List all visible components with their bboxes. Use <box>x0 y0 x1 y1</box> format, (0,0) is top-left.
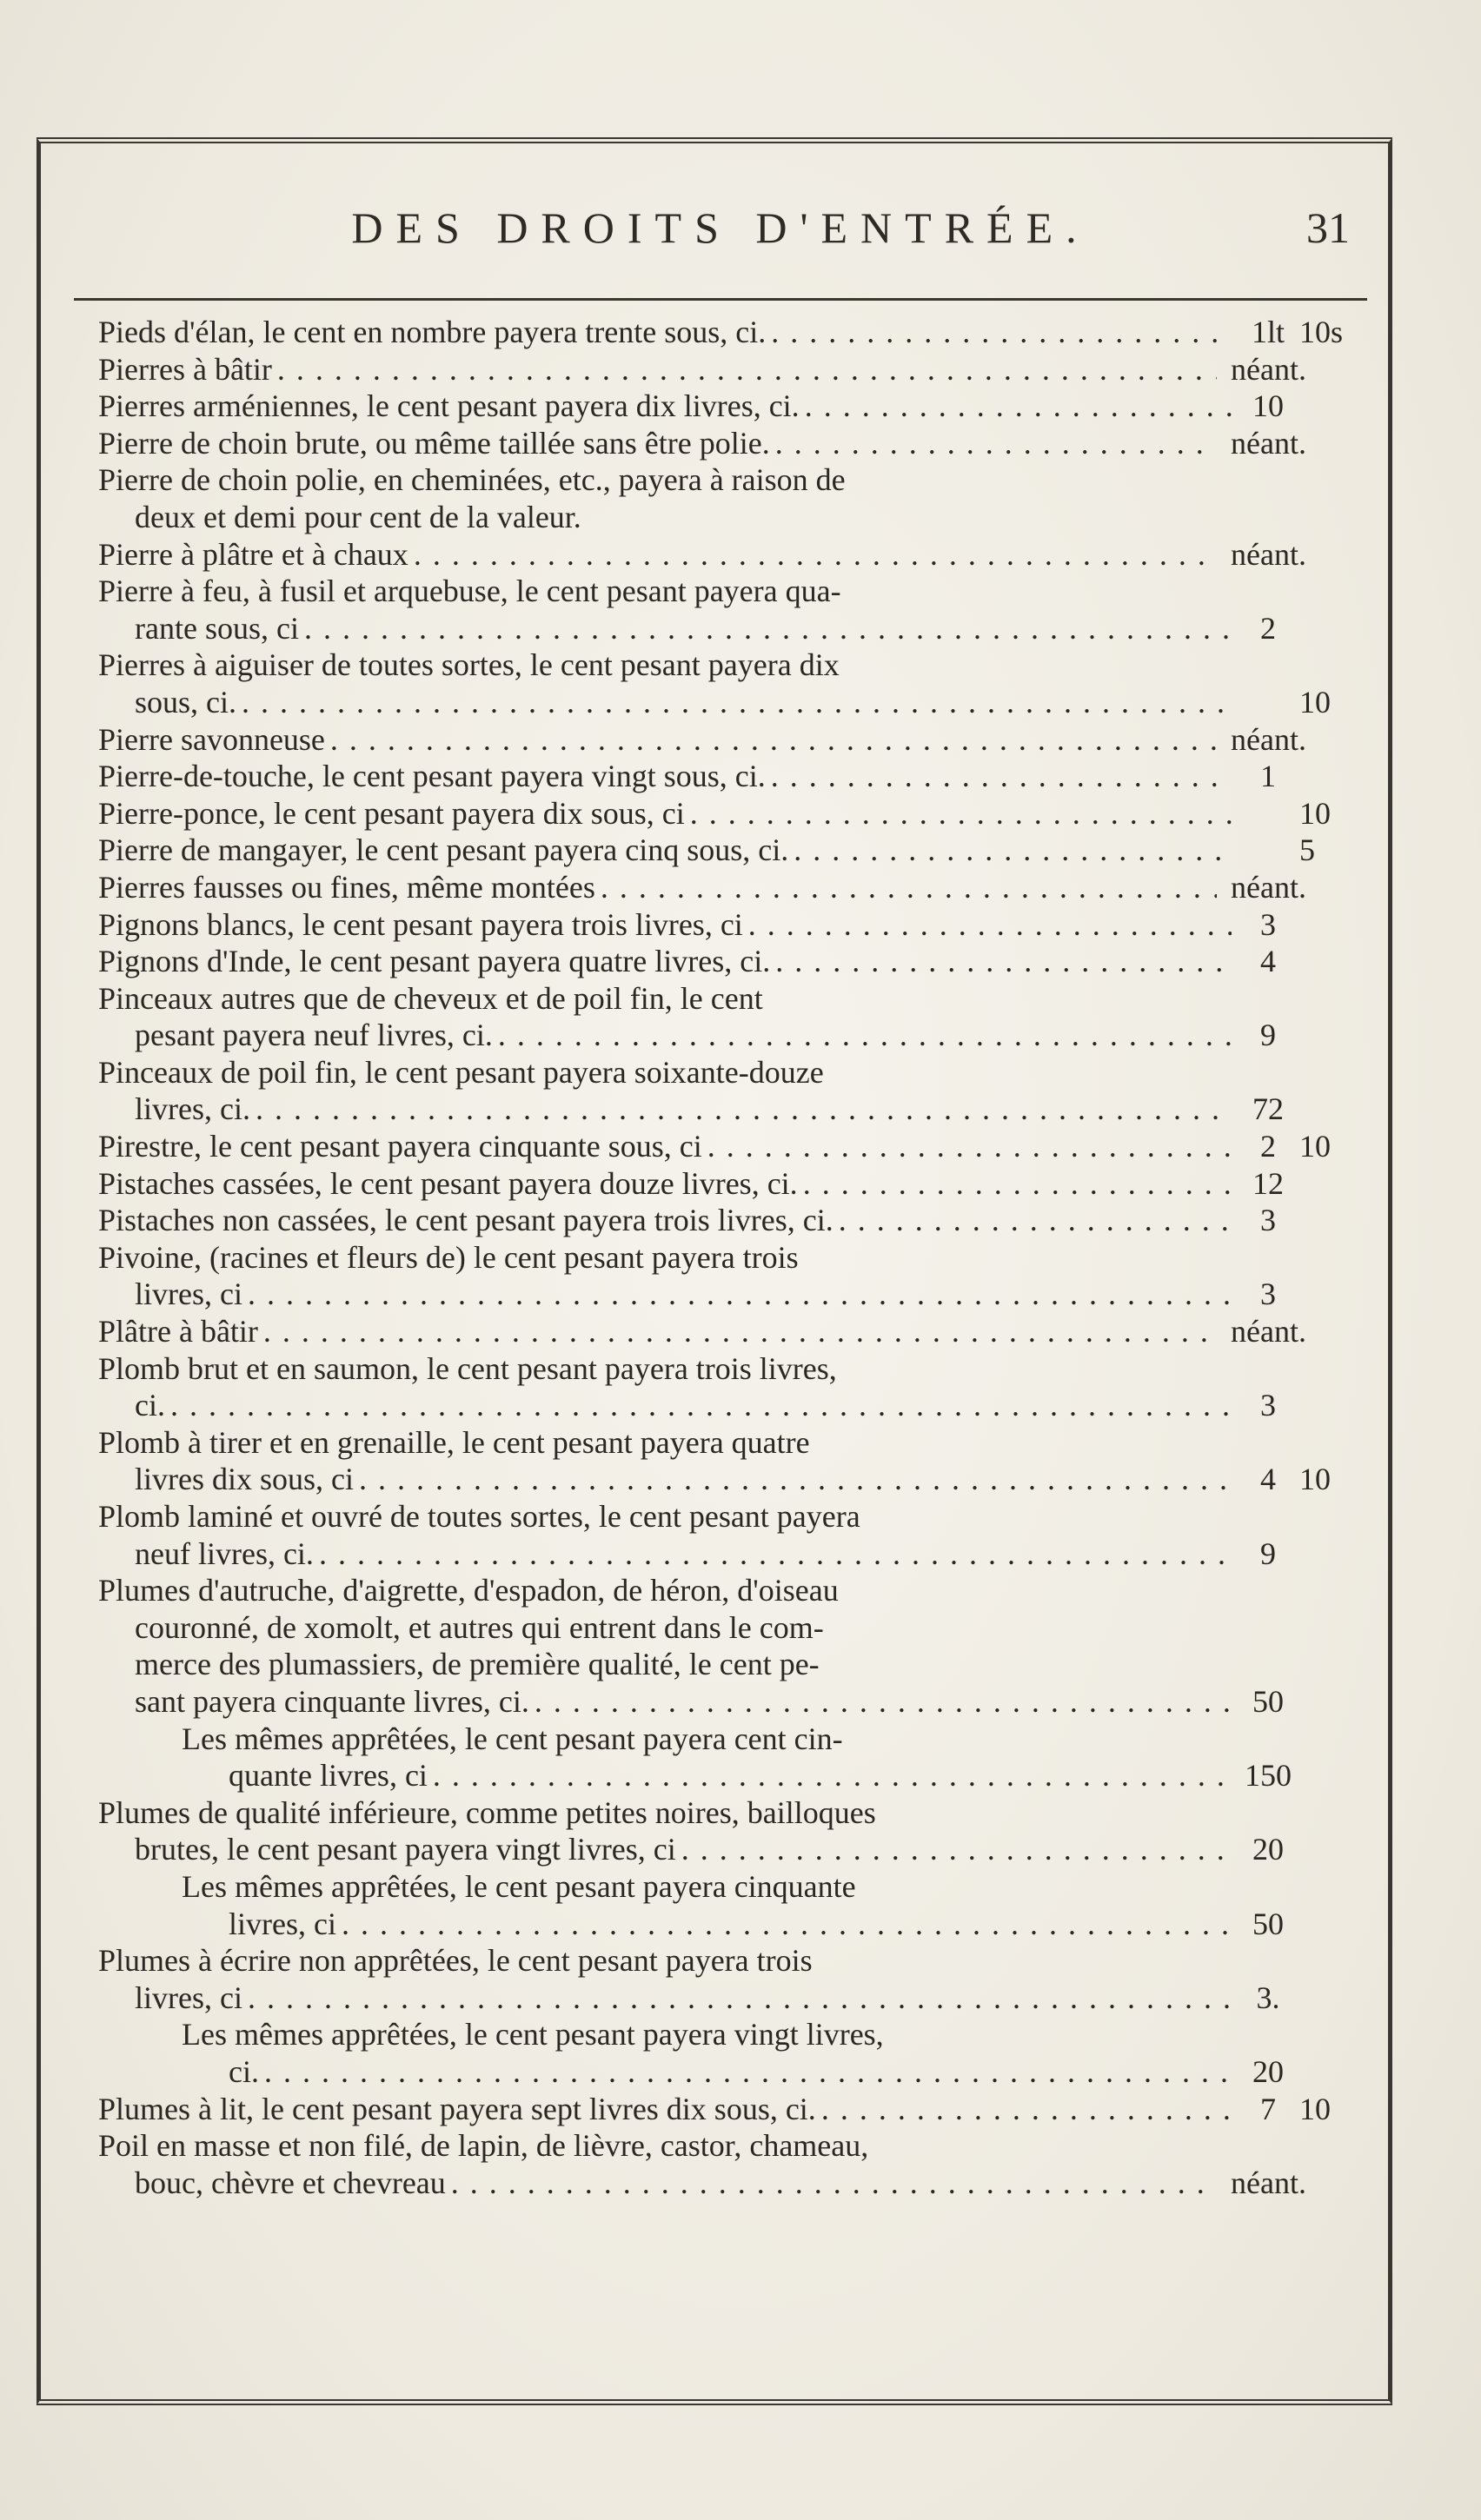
entry-text: Pinceaux de poil fin, le cent pesant payera soixante-douze <box>98 1054 824 1090</box>
entry-line <box>98 1868 1367 1906</box>
entry-amount <box>1237 1091 1367 1128</box>
tariff-entry <box>98 1239 1367 1313</box>
tariff-entry <box>98 906 1367 944</box>
entry-line <box>98 1831 1367 1868</box>
amount-livres: néant. <box>1231 2165 1306 2200</box>
amount-livres: 72 <box>1252 1091 1284 1127</box>
amount-livres: néant. <box>1231 536 1306 572</box>
tariff-entry <box>98 314 1367 351</box>
entry-amount <box>1237 943 1367 980</box>
tariff-entry <box>98 425 1367 462</box>
entry-text: pesant payera neuf livres, ci. <box>135 1018 493 1053</box>
entry-amount <box>1237 795 1367 832</box>
entry-line <box>98 499 1367 536</box>
tariff-entry <box>98 1202 1367 1239</box>
entry-text: Plumes à écrire non apprêtées, le cent pesant payera trois <box>98 1943 813 1979</box>
entry-text: Pivoine, (racines et fleurs de) le cent pesant payera trois <box>98 1239 799 1275</box>
entry-line <box>98 1942 1367 1980</box>
entry-amount <box>1237 1461 1367 1498</box>
entry-amount <box>1222 2165 1367 2202</box>
tariff-entry <box>98 1350 1367 1424</box>
leader-dots <box>498 1017 1232 1054</box>
tariff-entry <box>98 1165 1367 1203</box>
page-header <box>74 143 1367 301</box>
entry-text: Pierre-ponce, le cent pesant payera dix sous, ci <box>98 795 685 831</box>
entry-line <box>98 1646 1367 1683</box>
leader-dots <box>359 1461 1232 1498</box>
tariff-entry <box>98 536 1367 574</box>
leader-dots <box>601 869 1217 906</box>
leader-dots <box>771 758 1232 795</box>
amount-sous: 10 <box>1299 684 1331 720</box>
entry-text: Pierre de choin polie, en cheminées, etc., payera à raison de <box>98 462 846 498</box>
amount-livres: 3. <box>1256 1980 1280 2015</box>
tariff-entry <box>98 1498 1367 1572</box>
entry-text: livres, ci <box>135 1980 242 2015</box>
entry-line <box>98 684 1367 721</box>
entry-text: Pierres fausses ou fines, même montées <box>98 869 595 905</box>
amount-livres: néant. <box>1231 869 1306 905</box>
entry-text: rante sous, ci <box>135 610 299 646</box>
amount-livres: néant. <box>1231 351 1306 387</box>
leader-dots <box>681 1831 1232 1868</box>
entry-line <box>98 1906 1367 1943</box>
leader-dots <box>433 1757 1232 1794</box>
tariff-entry <box>98 2127 1367 2201</box>
amount-livres: 20 <box>1252 2053 1284 2089</box>
entry-line <box>98 461 1367 499</box>
entry-line <box>98 2053 1367 2091</box>
entry-text: Plumes de qualité inférieure, comme petites noires, bailloques <box>98 1794 876 1830</box>
entry-line <box>98 1313 1367 1350</box>
entry-text: Plâtre à bâtir <box>98 1314 258 1350</box>
entry-amount <box>1237 1535 1367 1573</box>
entry-line <box>98 869 1367 906</box>
leader-dots <box>342 1906 1232 1943</box>
entry-line <box>98 1757 1367 1794</box>
entry-text: merce des plumassiers, de première qualité, le cent pe- <box>135 1647 820 1682</box>
page-frame <box>37 137 1392 2405</box>
entry-line <box>98 1980 1367 2017</box>
amount-livres: 9 <box>1260 1535 1276 1571</box>
entry-line <box>98 1276 1367 1313</box>
leader-dots <box>451 2165 1217 2202</box>
amount-livres: 50 <box>1252 1906 1284 1941</box>
entry-amount <box>1237 1387 1367 1424</box>
entry-amount <box>1237 1276 1367 1313</box>
amount-livres: 1lt <box>1251 315 1285 349</box>
amount-livres: néant. <box>1231 721 1306 757</box>
entry-text: livres, ci <box>135 1277 242 1312</box>
entry-text: Pierre de mangayer, le cent pesant payera cinq sous, ci. <box>98 832 789 868</box>
entry-amount <box>1237 906 1367 944</box>
tariff-entry <box>98 1424 1367 1498</box>
entry-text: Pignons d'Inde, le cent pesant payera quatre livres, ci. <box>98 944 771 979</box>
entry-text: Pierre à plâtre et à chaux <box>98 536 408 572</box>
amount-sous: 10s <box>1299 315 1344 349</box>
entry-text: Pierres arméniennes, le cent pesant payera dix livres, ci. <box>98 388 800 424</box>
entry-amount <box>1237 1017 1367 1054</box>
tariff-entry <box>98 758 1367 795</box>
entry-amount <box>1237 1165 1367 1203</box>
entry-line <box>98 2091 1367 2128</box>
entry-amount <box>1222 1313 1367 1350</box>
entry-line <box>98 425 1367 462</box>
tariff-entry <box>98 795 1367 832</box>
entry-line <box>98 573 1367 610</box>
entry-line <box>98 721 1367 759</box>
entry-text: Plumes à lit, le cent pesant payera sept livres dix sous, ci. <box>98 2091 816 2126</box>
entry-text: livres dix sous, ci <box>135 1462 354 1497</box>
tariff-entry <box>98 1942 1367 2016</box>
entry-amount <box>1222 721 1367 759</box>
entry-text: Plumes d'autruche, d'aigrette, d'espadon, de héron, d'oiseau <box>98 1573 839 1608</box>
entry-line <box>98 980 1367 1018</box>
tariff-entry <box>98 1054 1367 1128</box>
tariff-entry <box>98 573 1367 647</box>
amount-livres: 10 <box>1252 388 1284 424</box>
leader-dots <box>248 1276 1232 1313</box>
entry-line <box>98 906 1367 944</box>
amount-sous: 10 <box>1299 2091 1331 2126</box>
amount-sous: 10 <box>1299 1462 1331 1497</box>
entry-amount <box>1237 2053 1367 2091</box>
entry-text: couronné, de xomolt, et autres qui entrent dans le com- <box>135 1609 824 1645</box>
entry-amount <box>1222 536 1367 574</box>
amount-livres: 2 <box>1260 1129 1276 1164</box>
amount-livres: 2 <box>1260 610 1276 646</box>
leader-dots <box>248 1980 1232 2017</box>
entry-text: quante livres, ci <box>229 1758 428 1794</box>
entry-text: Pierres à aiguiser de toutes sortes, le cent pesant payera dix <box>98 647 840 683</box>
tariff-entry <box>98 721 1367 759</box>
entry-text: Pistaches non cassées, le cent pesant payera trois livres, ci. <box>98 1203 833 1238</box>
leader-dots <box>775 425 1217 462</box>
entry-text: Pistaches cassées, le cent pesant payera douze livres, ci. <box>98 1165 798 1201</box>
entry-line <box>98 943 1367 980</box>
tariff-entry <box>98 943 1367 980</box>
amount-livres: 4 <box>1260 944 1276 979</box>
entry-text: Plomb brut et en saumon, le cent pesant payera trois livres, <box>98 1350 837 1386</box>
amount-livres: néant. <box>1231 425 1306 461</box>
entry-text: Pignons blancs, le cent pesant payera trois livres, ci <box>98 906 743 942</box>
entry-amount <box>1237 1831 1367 1868</box>
entry-amount <box>1237 388 1367 425</box>
tariff-entry <box>98 832 1367 869</box>
entry-text: Pierre de choin brute, ou même taillée sans être polie. <box>98 425 770 461</box>
entry-text: deux et demi pour cent de la valeur. <box>135 499 581 534</box>
entry-line <box>98 314 1367 351</box>
amount-livres: 20 <box>1252 1832 1284 1867</box>
entry-text: livres, ci <box>229 1906 336 1941</box>
entry-amount <box>1237 2091 1367 2128</box>
tariff-entry <box>98 1128 1367 1165</box>
amount-livres: 12 <box>1252 1165 1284 1201</box>
entry-amount <box>1237 832 1367 869</box>
entry-line <box>98 1128 1367 1165</box>
amount-livres: 7 <box>1260 2091 1276 2126</box>
leader-dots <box>242 684 1232 721</box>
entry-amount <box>1237 314 1367 351</box>
entry-text: sant payera cinquante livres, ci. <box>135 1683 529 1719</box>
entry-line <box>98 1794 1367 1832</box>
amount-livres: 3 <box>1260 1388 1276 1423</box>
entry-amount <box>1237 1202 1367 1239</box>
leader-dots <box>690 795 1232 832</box>
entry-text: Les mêmes apprêtées, le cent pesant payera cinquante <box>182 1868 856 1904</box>
entry-line <box>98 1054 1367 1091</box>
entry-text: Poil en masse et non filé, de lapin, de lièvre, castor, chameau, <box>98 2128 869 2164</box>
amount-livres: 3 <box>1260 1277 1276 1312</box>
tariff-entry <box>98 1572 1367 1720</box>
entry-line <box>98 1424 1367 1462</box>
leader-dots <box>319 1535 1232 1573</box>
entry-line <box>98 1498 1367 1535</box>
entry-text: Pieds d'élan, le cent en nombre payera trente sous, ci. <box>98 315 767 349</box>
amount-sous: 10 <box>1299 795 1331 831</box>
leader-dots <box>707 1128 1232 1165</box>
entry-line <box>98 1239 1367 1277</box>
entry-text: Les mêmes apprêtées, le cent pesant payera vingt livres, <box>182 2017 884 2052</box>
leader-dots <box>775 943 1232 980</box>
tariff-entry <box>98 980 1367 1054</box>
entry-line <box>98 610 1367 647</box>
page-number: 31 <box>1306 203 1350 252</box>
entry-text: neuf livres, ci. <box>135 1535 314 1571</box>
entry-text: Pierre-de-touche, le cent pesant payera vingt sous, ci. <box>98 759 766 794</box>
entry-line <box>98 351 1367 388</box>
entry-amount <box>1237 1128 1367 1165</box>
leader-dots <box>263 1313 1217 1350</box>
leader-dots <box>330 721 1217 759</box>
entry-text: bouc, chèvre et chevreau <box>135 2165 446 2200</box>
tariff-entry <box>98 1794 1367 1868</box>
tariff-sub-entry <box>98 1721 1367 1794</box>
entry-text: Pierre savonneuse <box>98 721 325 757</box>
amount-livres: néant. <box>1231 1314 1306 1350</box>
entry-amount <box>1237 758 1367 795</box>
entry-line <box>98 1202 1367 1239</box>
tariff-entry <box>98 461 1367 535</box>
page-title: DES DROITS D'ENTRÉE. <box>351 203 1090 252</box>
entry-text: sous, ci. <box>135 684 236 720</box>
entry-amount <box>1237 1757 1367 1794</box>
tariff-entry <box>98 2091 1367 2128</box>
leader-dots <box>304 610 1232 647</box>
amount-livres: 150 <box>1245 1758 1292 1794</box>
entry-line <box>98 2165 1367 2202</box>
entry-line <box>98 1572 1367 1609</box>
entry-line <box>98 1609 1367 1647</box>
entry-text: Pinceaux autres que de cheveux et de poil fin, le cent <box>98 980 763 1016</box>
entry-line <box>98 647 1367 684</box>
leader-dots <box>277 351 1217 388</box>
entry-amount <box>1222 351 1367 388</box>
entry-text: brutes, le cent pesant payera vingt livres, ci <box>135 1832 676 1867</box>
tariff-entry <box>98 351 1367 388</box>
entry-line <box>98 1721 1367 1758</box>
leader-dots <box>794 832 1232 869</box>
tariff-sub-entry <box>98 1868 1367 1942</box>
amount-livres: 50 <box>1252 1683 1284 1719</box>
entry-line <box>98 1461 1367 1498</box>
amount-sous: 10 <box>1299 1129 1331 1164</box>
amount-livres: 9 <box>1260 1018 1276 1053</box>
entry-line <box>98 2127 1367 2165</box>
entry-line <box>98 758 1367 795</box>
entry-text: Les mêmes apprêtées, le cent pesant payera cent cin- <box>182 1721 843 1756</box>
leader-dots <box>805 388 1232 425</box>
leader-dots <box>535 1683 1232 1721</box>
entry-amount <box>1237 1980 1367 2017</box>
entry-text: ci. <box>135 1388 165 1423</box>
amount-sous: 5 <box>1299 832 1315 868</box>
entry-text: Pirestre, le cent pesant payera cinquante sous, ci <box>98 1129 702 1164</box>
tariff-entry <box>98 647 1367 720</box>
entry-line <box>98 536 1367 574</box>
leader-dots <box>748 906 1232 944</box>
amount-livres: 4 <box>1260 1462 1276 1497</box>
leader-dots <box>170 1387 1232 1424</box>
amount-livres: 1 <box>1260 759 1276 794</box>
entry-line <box>98 1091 1367 1128</box>
leader-dots <box>264 2053 1232 2091</box>
entry-line <box>98 388 1367 425</box>
entry-amount <box>1237 610 1367 647</box>
tariff-entry <box>98 1313 1367 1350</box>
amount-livres: 3 <box>1260 906 1276 942</box>
tariff-entries <box>98 314 1367 2201</box>
entry-amount <box>1237 1683 1367 1721</box>
entry-line <box>98 1683 1367 1721</box>
entry-amount <box>1222 425 1367 462</box>
amount-livres: 3 <box>1260 1203 1276 1238</box>
leader-dots <box>414 536 1217 574</box>
tariff-sub-entry <box>98 2016 1367 2090</box>
leader-dots <box>803 1165 1232 1203</box>
entry-text: livres, ci. <box>135 1091 250 1127</box>
entry-line <box>98 795 1367 832</box>
leader-dots <box>771 314 1232 351</box>
entry-text: Plomb laminé et ouvré de toutes sortes, le cent pesant payera <box>98 1499 860 1534</box>
entry-line <box>98 832 1367 869</box>
tariff-entry <box>98 388 1367 425</box>
entry-line <box>98 2016 1367 2053</box>
tariff-entry <box>98 869 1367 906</box>
entry-amount <box>1237 1906 1367 1943</box>
entry-line <box>98 1350 1367 1388</box>
entry-text: Pierres à bâtir <box>98 351 272 387</box>
leader-dots <box>256 1091 1232 1128</box>
entry-line <box>98 1387 1367 1424</box>
entry-text: Pierre à feu, à fusil et arquebuse, le cent pesant payera qua- <box>98 574 841 609</box>
entry-line <box>98 1017 1367 1054</box>
entry-line <box>98 1535 1367 1573</box>
entry-amount <box>1237 684 1367 721</box>
leader-dots <box>821 2091 1232 2128</box>
entry-amount <box>1222 869 1367 906</box>
entry-text: ci. <box>229 2053 259 2089</box>
leader-dots <box>839 1202 1232 1239</box>
entry-line <box>98 1165 1367 1203</box>
entry-text: Plomb à tirer et en grenaille, le cent pesant payera quatre <box>98 1424 810 1460</box>
